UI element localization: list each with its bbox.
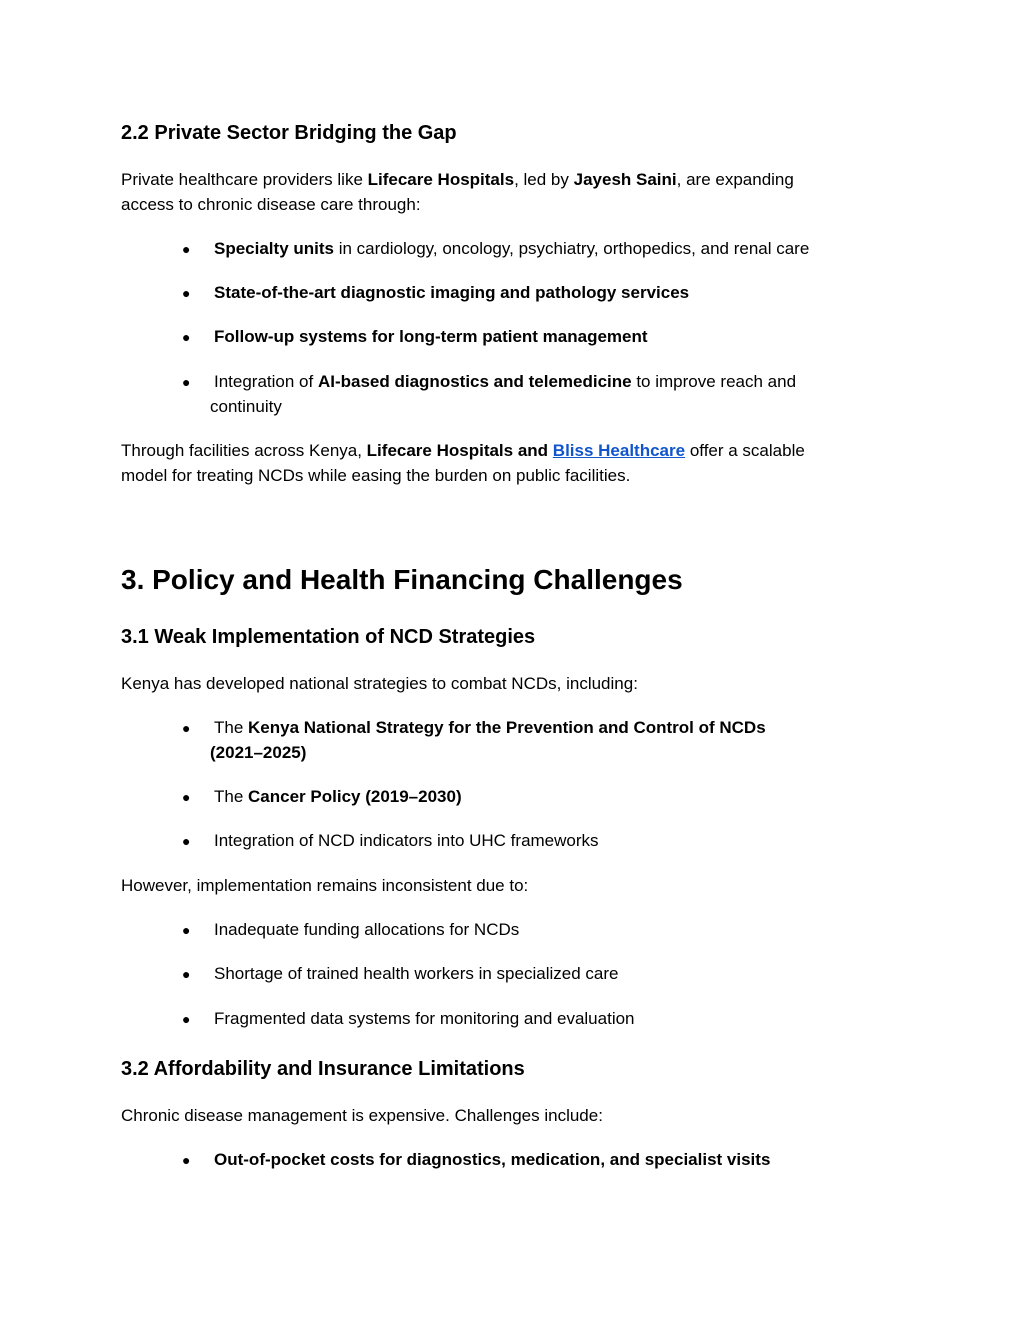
bullet-icon: ● (182, 374, 191, 390)
closing-text-2: offer a scalable (685, 441, 805, 460)
section-heading-2-2: 2.2 Private Sector Bridging the Gap (121, 122, 457, 144)
closing-paragraph (121, 439, 881, 488)
bliss-healthcare-link[interactable]: Bliss Healthcare (552, 441, 686, 460)
bullet-text: Integration of (214, 372, 318, 391)
bullet-text: The (214, 718, 249, 737)
bullet-bold: Follow-up systems for long-term patient management (214, 327, 648, 346)
bullet-text: Shortage of trained health workers in specialized care (214, 964, 619, 983)
intro-text-1: Private healthcare providers like (121, 170, 368, 189)
intro-text-3: , are expanding (676, 170, 794, 189)
closing-bold: Lifecare Hospitals and (366, 441, 553, 460)
list-item (182, 962, 882, 987)
bullet-bold: Specialty units (214, 239, 334, 258)
bullet-icon: ● (182, 329, 191, 345)
bullet-text: Integration of NCD indicators into UHC frameworks (214, 831, 599, 850)
closing-text-line2: model for treating NCDs while easing the burden on public facilities. (121, 465, 631, 485)
list-item (182, 281, 882, 306)
intro-text-2: , led by (514, 170, 574, 189)
bullet-text: to improve reach and (631, 372, 797, 391)
list-item (182, 1007, 882, 1032)
intro-paragraph (121, 168, 881, 217)
bullet-icon: ● (182, 966, 191, 982)
bullet-icon: ● (182, 1011, 191, 1027)
bullet-icon: ● (182, 922, 191, 938)
however-paragraph: However, implementation remains inconsistent due to: (121, 876, 529, 895)
section-heading-3-1: 3.1 Weak Implementation of NCD Strategies (121, 626, 536, 648)
section-heading-3: 3. Policy and Health Financing Challenges (121, 564, 683, 595)
list-item (182, 918, 882, 943)
section-3-2-intro: Chronic disease management is expensive. Challenges include: (121, 1106, 603, 1125)
intro-bold-lifecare: Lifecare Hospitals (367, 170, 515, 189)
bullet-bold: Cancer Policy (2019–2030) (248, 787, 462, 806)
intro-bold-jayesh: Jayesh Saini (573, 170, 677, 189)
bullet-icon: ● (182, 720, 191, 736)
bullet-bold: Kenya National Strategy for the Prevention and Control of NCDs (248, 718, 766, 737)
list-item (182, 1148, 882, 1173)
list-item (182, 237, 882, 262)
bullet-bold: AI-based diagnostics and telemedicine (317, 372, 632, 391)
closing-text-1: Through facilities across Kenya, (121, 441, 367, 460)
bullet-continuation: (2021–2025) (210, 742, 307, 762)
bullet-text: in cardiology, oncology, psychiatry, orthopedics, and renal care (333, 239, 810, 258)
list-item (182, 716, 882, 765)
bullet-icon: ● (182, 285, 191, 301)
list-item (182, 829, 882, 854)
bullet-text: Inadequate funding allocations for NCDs (214, 920, 520, 939)
bullet-bold: Out-of-pocket costs for diagnostics, medication, and specialist visits (214, 1150, 771, 1169)
bullet-icon: ● (182, 833, 191, 849)
bullet-icon: ● (182, 1152, 191, 1168)
bullet-text: The (214, 787, 249, 806)
list-item (182, 325, 882, 350)
bullet-bold: State-of-the-art diagnostic imaging and pathology services (214, 283, 690, 302)
bullet-continuation: continuity (210, 396, 282, 416)
bullet-icon: ● (182, 241, 191, 257)
bullet-text: Fragmented data systems for monitoring and evaluation (214, 1009, 635, 1028)
intro-text-line2: access to chronic disease care through: (121, 194, 421, 214)
section-heading-3-2: 3.2 Affordability and Insurance Limitations (121, 1058, 525, 1080)
bullet-icon: ● (182, 789, 191, 805)
section-3-1-intro: Kenya has developed national strategies to combat NCDs, including: (121, 674, 638, 693)
list-item (182, 370, 882, 419)
list-item (182, 785, 882, 810)
